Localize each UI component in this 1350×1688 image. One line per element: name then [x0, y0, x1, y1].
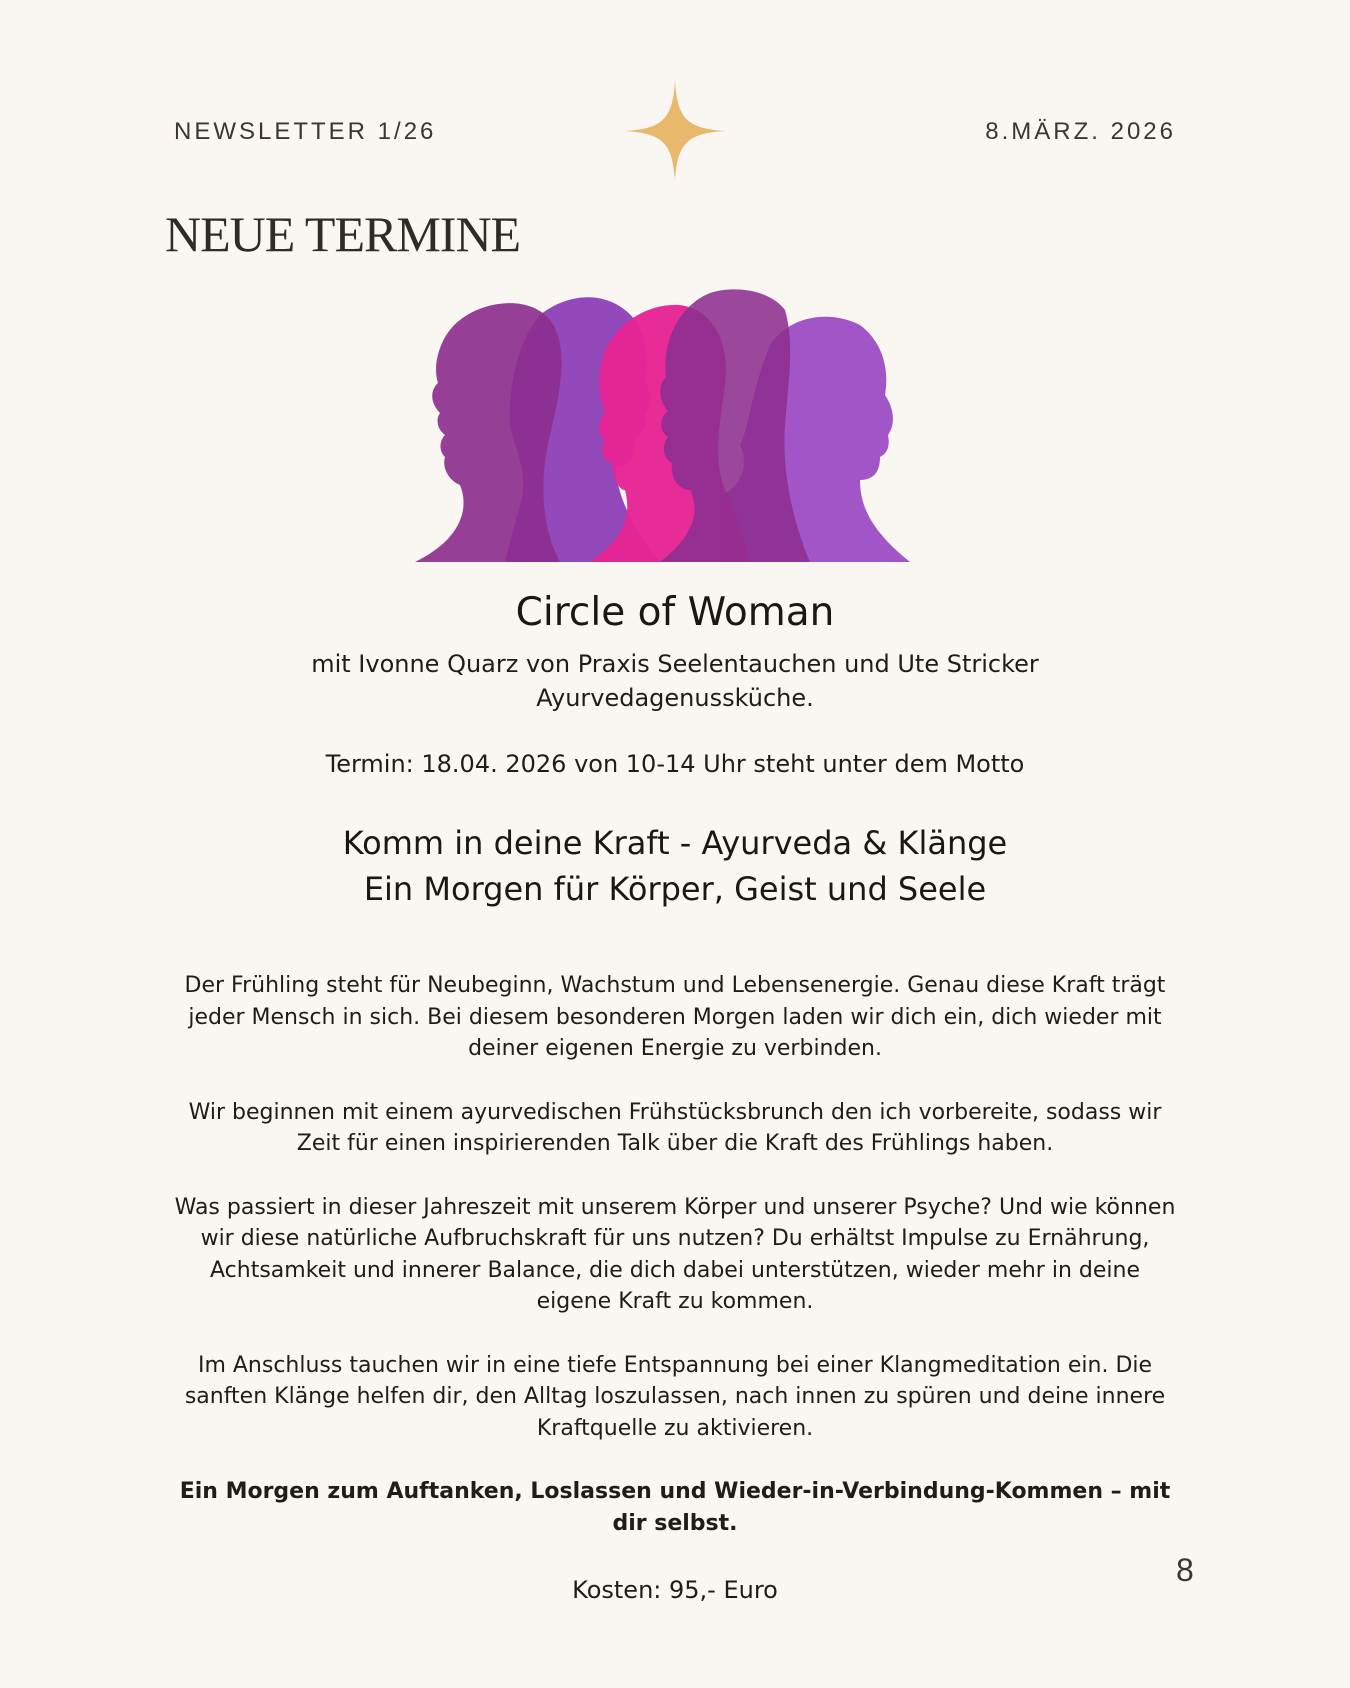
event-subtitle-line: mit Ivonne Quarz von Praxis Seelentauchen und Ute Stricker	[311, 650, 1039, 678]
event-description	[170, 970, 1180, 1571]
description-paragraph: Im Anschluss tauchen wir in eine tiefe Entspannung bei einer Klangmeditation ein. Die sanften Klänge helfen dir, den Alltag loszulassen, nach innen zu spüren und deine innere Kraftquelle zu aktivieren.	[184, 1352, 1166, 1441]
description-paragraph: Der Frühling steht für Neubeginn, Wachstum und Lebensenergie. Genau diese Kraft trägt jeder Mensch in sich. Bei diesem besonderen Morgen laden wir dich ein, dich wieder mit deiner eigenen Energie zu verbinden.	[184, 973, 1166, 1061]
closing-statement: Ein Morgen zum Auftanken, Loslassen und Wieder-in-Verbindung-Kommen – mit dir selbst.	[179, 1479, 1171, 1536]
description-paragraph: Wir beginnen mit einem ayurvedischen Frühstücksbrunch den ich vorbereite, sodass wir Zeit für einen inspirierenden Talk über die Kraft des Frühlings haben.	[188, 1099, 1162, 1156]
event-motto	[150, 820, 1200, 912]
description-paragraph: Was passiert in dieser Jahreszeit mit unserem Körper und unserer Psyche? Und wie können wir diese natürliche Aufbruchskraft für uns nutzen? Du erhältst Impulse zu Ernährung, Achtsamkeit und innerer Balance, die dich dabei unterstützen, wieder mehr in deine eigene Kraft zu kommen.	[174, 1194, 1176, 1314]
newsletter-date: 8.MÄRZ. 2026	[985, 118, 1176, 145]
four-point-star-icon	[624, 80, 726, 182]
section-title: NEUE TERMINE	[165, 206, 521, 262]
event-date: Termin: 18.04. 2026 von 10-14 Uhr steht unter dem Motto	[325, 750, 1025, 778]
newsletter-label: NEWSLETTER 1/26	[174, 118, 437, 145]
motto-line: Ein Morgen für Körper, Geist und Seele	[363, 870, 987, 908]
event-cost: Kosten: 95,- Euro	[572, 1576, 778, 1604]
page-number: 8	[1176, 1552, 1194, 1588]
motto-line: Komm in deine Kraft - Ayurveda & Klänge	[342, 824, 1008, 862]
women-silhouettes-icon	[390, 285, 950, 565]
event-subtitle	[150, 647, 1200, 715]
event-title: Circle of Woman	[515, 590, 835, 635]
event-subtitle-line: Ayurvedagenussküche.	[536, 684, 814, 712]
